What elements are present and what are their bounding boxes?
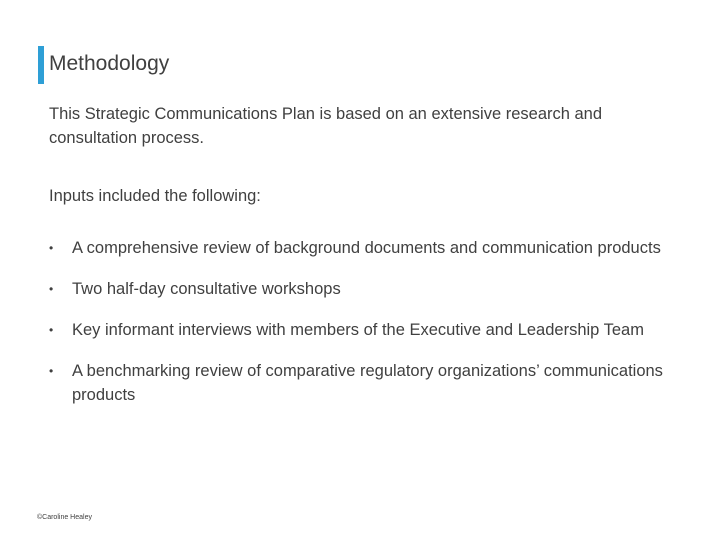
copyright-footer: ©Caroline Healey: [37, 514, 92, 521]
bullet-icon: •: [49, 323, 54, 337]
list-item: [49, 359, 679, 407]
inputs-heading: Inputs included the following:: [49, 187, 261, 205]
bullet-icon: •: [49, 241, 54, 255]
inputs-list: [49, 236, 679, 424]
list-item-text: A benchmarking review of comparative regulatory organizations’ communications products: [72, 362, 663, 404]
list-item: [49, 318, 679, 342]
bullet-icon: •: [49, 282, 54, 296]
intro-paragraph: This Strategic Communications Plan is based on an extensive research and consultation process.: [49, 105, 603, 147]
title-accent-bar: [38, 46, 44, 84]
list-item: [49, 277, 679, 301]
list-item-text: Key informant interviews with members of the Executive and Leadership Team: [72, 321, 644, 339]
list-item: [49, 236, 679, 260]
slide-title: Methodology: [49, 52, 170, 75]
bullet-icon: •: [49, 364, 54, 378]
list-item-text: Two half-day consultative workshops: [72, 280, 341, 298]
list-item-text: A comprehensive review of background documents and communication products: [72, 239, 661, 257]
